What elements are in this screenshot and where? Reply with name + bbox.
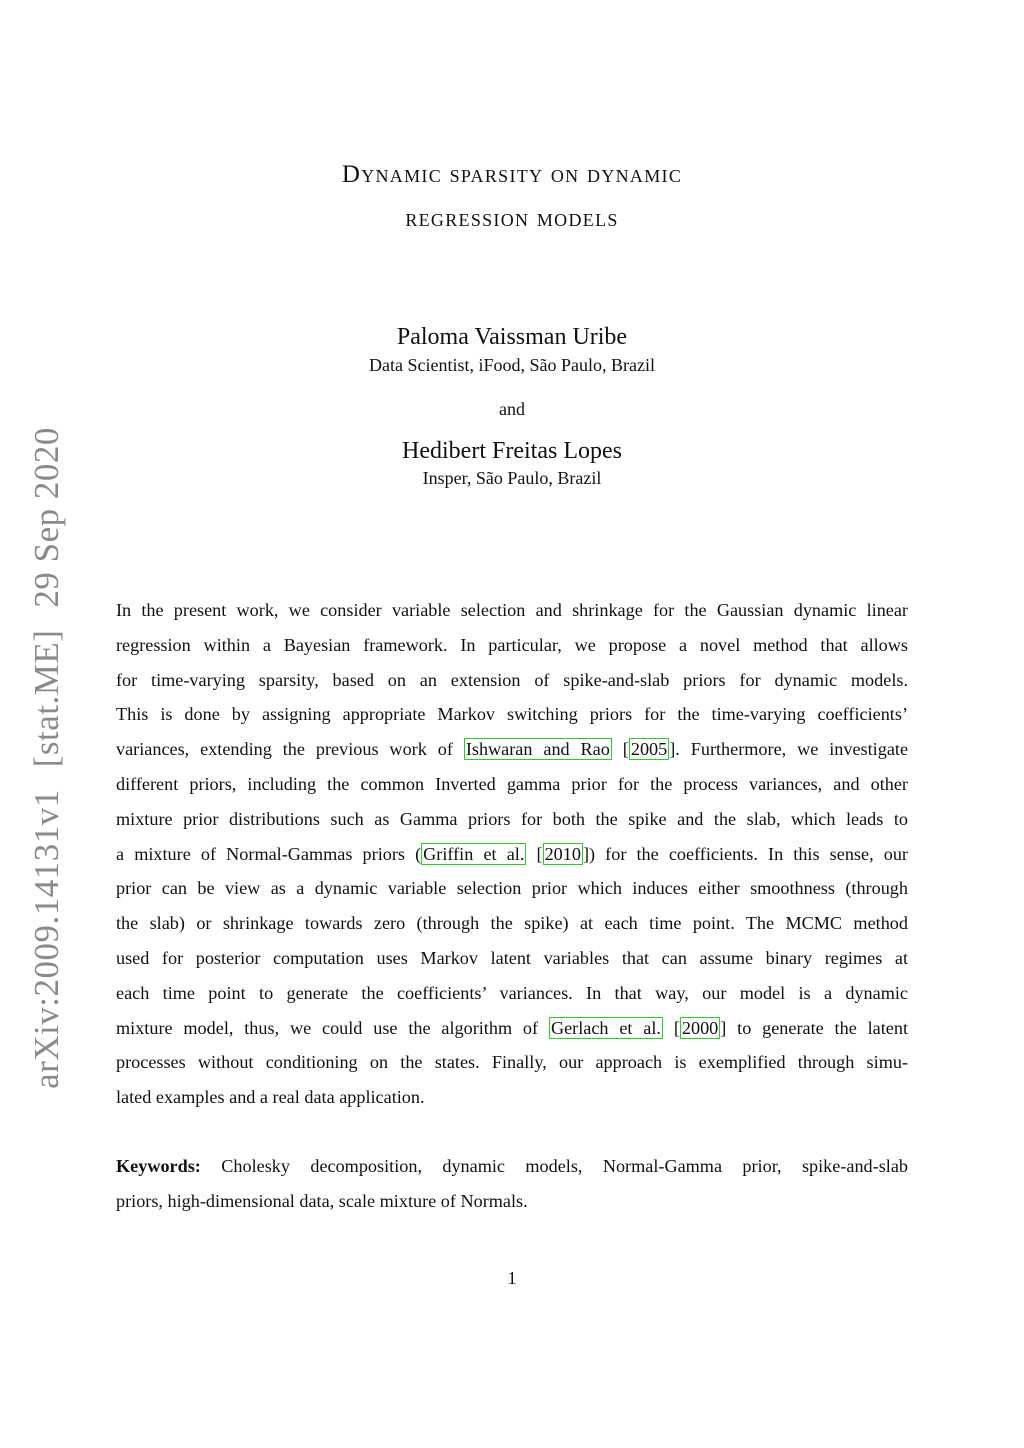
arxiv-identifier-stamp (27, 427, 67, 1089)
arxiv-id: arXiv:2009.14131v1 (27, 789, 66, 1089)
keywords-text: Cholesky decomposition, dynamic models, Normal-Gamma prior, spike-and-slab (221, 1156, 909, 1176)
abstract-text: variances, extending the previous work of (116, 739, 453, 760)
abstract-text: ] to generate the latent (720, 1017, 909, 1038)
abstract-line: each time point to generate the coefficients’ variances. In that way, our model is a dynamic (116, 982, 908, 1003)
abstract-line: prior can be view as a dynamic variable selection prior which induces either smoothness (through (116, 878, 908, 899)
citation-year-link-2005[interactable]: 2005 (630, 739, 668, 760)
author-2-affiliation: Insper, São Paulo, Brazil (422, 468, 602, 488)
abstract-line: mixture prior distributions such as Gamma priors for both the spike and the slab, which leads to (116, 808, 908, 829)
abstract-line: different priors, including the common Inverted gamma prior for the process variances, and other (116, 773, 908, 794)
bracket-open: [ (673, 1017, 680, 1038)
abstract-text: mixture model, thus, we could use the algorithm of (116, 1017, 539, 1038)
abstract-line: for time-varying sparsity, based on an extension of spike-and-slab priors for dynamic models. (116, 669, 908, 690)
citation-link-ishwaran-rao[interactable]: Ishwaran and Rao (465, 739, 610, 760)
abstract-line: This is done by assigning appropriate Markov switching priors for the time-varying coefficients’ (116, 704, 908, 725)
abstract (116, 593, 908, 1115)
abstract-line: the slab) or shrinkage towards zero (through the spike) at each time point. The MCMC method (116, 913, 908, 934)
abstract-text: a mixture of Normal-Gammas priors ( (116, 843, 422, 864)
abstract-line: lated examples and a real data application. (116, 1087, 425, 1108)
abstract-text: ]) for the coefficients. In this sense, our (582, 843, 908, 864)
abstract-line: regression within a Bayesian framework. In particular, we propose a novel method that allows (116, 634, 908, 655)
page-number: 1 (507, 1268, 517, 1288)
bracket-open: [ (536, 843, 543, 864)
title-line-2: regression models (405, 205, 619, 232)
abstract-line (116, 1011, 908, 1046)
author-1-affiliation: Data Scientist, iFood, São Paulo, Brazil (369, 355, 655, 375)
keywords-label: Keywords: (116, 1156, 201, 1176)
author-2-name: Hedibert Freitas Lopes (402, 438, 622, 464)
abstract-text: ]. Furthermore, we investigate (669, 739, 909, 760)
citation-link-griffin[interactable]: Griffin et al. (423, 843, 525, 864)
author-separator: and (499, 399, 525, 419)
keywords-line (116, 1149, 908, 1184)
title-line-1: Dynamic sparsity on dynamic (341, 161, 683, 188)
keywords-section (116, 1149, 908, 1219)
keywords-line: priors, high-dimensional data, scale mixture of Normals. (116, 1190, 528, 1211)
author-1-name: Paloma Vaissman Uribe (396, 324, 628, 350)
abstract-line: used for posterior computation uses Markov latent variables that can assume binary regimes at (116, 947, 908, 968)
abstract-line: In the present work, we consider variable selection and shrinkage for the Gaussian dynamic linear (116, 600, 908, 620)
abstract-line: processes without conditioning on the states. Finally, our approach is exemplified through simu- (116, 1052, 908, 1073)
arxiv-date: 29 Sep 2020 (27, 427, 66, 608)
citation-year-link-2010[interactable]: 2010 (544, 843, 581, 864)
abstract-line (116, 837, 908, 872)
citation-year-link-2000[interactable]: 2000 (681, 1017, 719, 1038)
paper-title (0, 153, 1024, 241)
bracket-open: [ (622, 739, 629, 760)
abstract-line (116, 732, 908, 767)
citation-link-gerlach[interactable]: Gerlach et al. (550, 1017, 661, 1038)
arxiv-category: [stat.ME] (27, 629, 66, 768)
